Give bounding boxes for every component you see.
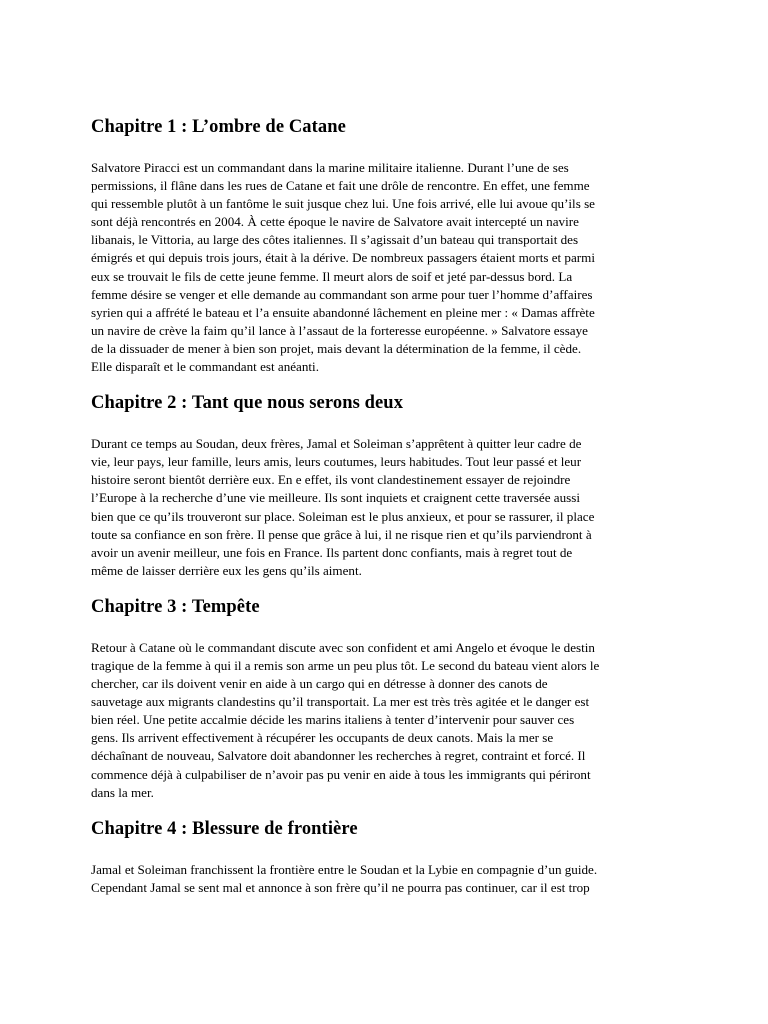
text-line: toute sa confiance en son frère. Il pense que grâce à lui, il ne risque rien et qu’ils parviendront à xyxy=(91,526,592,542)
text-line: sont déjà rencontrés en 2004. À cette époque le navire de Salvatore avait intercepté un navire xyxy=(91,214,579,230)
text-line: libanais, le Vittoria, au large des côtes italiennes. Il s’agissait d’un bateau qui transportait des xyxy=(91,232,579,248)
text-line: eux se trouvait le fils de cette jeune femme. Il meurt alors de soif et jeté par-dessus bord. La xyxy=(91,268,573,284)
text-line: un navire de crève la faim qu’il lance à l’assaut de la forteresse européenne. » Salvatore essaye xyxy=(91,322,588,338)
text-line: gens. Ils arrivent effectivement à récupérer les occupants de deux canots. Mais la mer se xyxy=(91,730,554,746)
text-line: dans la mer. xyxy=(91,784,154,800)
spacer xyxy=(91,622,678,639)
spacer xyxy=(91,418,678,435)
chapter-title: Chapitre 4 : Blessure de frontière xyxy=(91,818,358,839)
text-line: émigrés et qui depuis trois jours, était à la dérive. De nombreux passagers étaient morts et parmi xyxy=(91,250,595,266)
chapter-title: Chapitre 3 : Tempête xyxy=(91,596,260,617)
text-line: même de laisser derrière eux les gens qu’ils aiment. xyxy=(91,562,362,578)
text-line: déchaînant de nouveau, Salvatore doit abandonner les recherches à regret, contraint et forcé. Il xyxy=(91,748,586,764)
chapter-body xyxy=(91,639,678,802)
chapter-2 xyxy=(91,388,678,592)
chapter-3 xyxy=(91,592,678,814)
chapter-body xyxy=(91,861,678,897)
text-line: sauvetage aux migrants clandestins qu’il transportait. La mer est très très agitée et le danger est xyxy=(91,694,590,710)
text-line: histoire seront bientôt derrière eux. En e effet, ils vont clandestinement essayer de rejoindre xyxy=(91,472,571,488)
text-line: avoir un avenir meilleur, une fois en France. Ils partent donc confiants, mais à regret tout de xyxy=(91,544,573,560)
text-line: chercher, car ils doivent venir en aide à un cargo qui en détresse à donner des canots de xyxy=(91,676,548,692)
spacer xyxy=(91,142,678,159)
text-line: permissions, il flâne dans les rues de Catane et fait une drôle de rencontre. En effet, une femme xyxy=(91,178,590,194)
text-line: tragique de la femme à qui il a remis son arme un peu plus tôt. Le second du bateau vient alors le xyxy=(91,657,600,673)
text-line: commence déjà à culpabiliser de n’avoir pas pu venir en aide à tous les immigrants qui périront xyxy=(91,766,591,782)
text-line: vie, leur pays, leur famille, leurs amis, leurs coutumes, leurs habitudes. Tout leur passé et leur xyxy=(91,454,582,470)
chapter-body xyxy=(91,435,678,580)
chapter-1 xyxy=(91,112,678,388)
chapter-title: Chapitre 1 : L’ombre de Catane xyxy=(91,117,346,137)
text-line: syrien qui a affrété le bateau et l’a ensuite abandonné lâchement en pleine mer : « Damas affrète xyxy=(91,304,595,320)
text-line: femme désire se venger et elle demande au commandant son arme pour tuer l’homme d’affaires xyxy=(91,286,593,302)
text-line: qui ressemble plutôt à un fantôme le suit jusque chez lui. Une fois arrivé, elle lui avoue qu’ils se xyxy=(91,196,595,212)
text-line: Jamal et Soleiman franchissent la frontière entre le Soudan et la Lybie en compagnie d’un guide. xyxy=(91,861,598,877)
text-line: Cependant Jamal se sent mal et annonce à son frère qu’il ne pourra pas continuer, car il est trop xyxy=(91,879,590,895)
text-line: bien réel. Une petite accalmie décide les marins italiens à tenter d’intervenir pour sauver ces xyxy=(91,712,575,728)
chapter-body xyxy=(91,159,678,376)
text-line: Elle disparaît et le commandant est anéanti. xyxy=(91,359,319,375)
text-line: l’Europe à la recherche d’une vie meilleure. Ils sont inquiets et craignent cette traversée aussi xyxy=(91,490,580,506)
spacer xyxy=(91,580,678,592)
spacer xyxy=(91,844,678,861)
spacer xyxy=(91,802,678,814)
text-line: Salvatore Piracci est un commandant dans la marine militaire italienne. Durant l’une de ses xyxy=(91,160,569,175)
chapter-title: Chapitre 2 : Tant que nous serons deux xyxy=(91,393,404,414)
text-line: Retour à Catane où le commandant discute avec son confident et ami Angelo et évoque le destin xyxy=(91,639,595,655)
text-line: Durant ce temps au Soudan, deux frères, Jamal et Soleiman s’apprêtent à quitter leur cadre de xyxy=(91,436,582,452)
chapter-4 xyxy=(91,814,678,897)
spacer xyxy=(91,376,678,388)
text-line: de la dissuader de mener à bien son projet, mais devant la détermination de la femme, il cède. xyxy=(91,340,582,356)
document-content xyxy=(91,112,678,897)
text-line: bien que ce qu’ils trouveront sur place. Soleiman est le plus anxieux, et pour se rassurer, il place xyxy=(91,508,595,524)
